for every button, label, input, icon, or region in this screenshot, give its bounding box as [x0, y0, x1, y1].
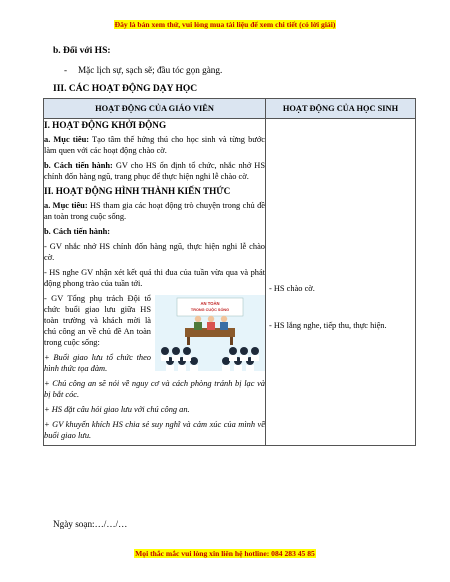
activity-safety-talk: - GV Tổng phụ trách Đội tổ chức buổi giao lưu giữa HS toàn trường và khách mời là chú công an về chủ đề An toàn trong cuộc sống: — [44, 294, 151, 347]
section-2-goal — [44, 200, 265, 222]
bullet-dash: - — [64, 65, 68, 75]
activity-item-format: + Buổi giao lưu tổ chức theo hình thức tọa đàm. — [44, 353, 151, 373]
activities-table — [43, 98, 416, 446]
activity-review-week: - HS nghe GV nhận xét kết quả thi đua của tuần vừa qua và phát động phong trào của tuần tới. — [44, 268, 265, 288]
goal-label: a. Mục tiêu: — [44, 201, 88, 210]
section-1-method — [44, 160, 265, 182]
image-caption-line-1: AN TOÀN — [200, 301, 220, 306]
section-1-title: I. HOẠT ĐỘNG KHỞI ĐỘNG — [44, 120, 167, 130]
student-response-salute: - HS chào cờ. — [269, 284, 315, 293]
safety-talk-illustration — [155, 295, 265, 371]
preview-banner-text: Đây là bản xem thử, vui lòng mua tài liệu để xem chi tiết (có lời giải) — [114, 20, 336, 29]
image-caption-line-2: TRONG CUỘC SỐNG — [190, 308, 230, 312]
teacher-activity-cell — [44, 119, 266, 446]
section-2-method-label: b. Cách tiến hành: — [44, 227, 111, 236]
table-row — [44, 119, 416, 446]
section-b-heading: b. Đối với HS: — [53, 46, 111, 56]
activity-item-police-talk: + Chú công an sẽ nói về nguy cơ và cách phòng tránh bị lạc và bị bắt cóc. — [44, 379, 265, 399]
hotline-banner-text: Mọi thắc mắc vui lòng xin liên hệ hotline: 084 283 45 85 — [135, 549, 315, 558]
classroom-scene-icon — [155, 295, 265, 371]
method-label: b. Cách tiến hành: — [44, 161, 113, 170]
table-header-row — [44, 99, 416, 119]
student-column-header: HOẠT ĐỘNG CỦA HỌC SINH — [266, 99, 416, 119]
activity-item-share: + GV khuyến khích HS chia sẻ suy nghĩ và cảm xúc của mình về buổi giao lưu. — [44, 420, 265, 440]
section-iii-heading: III. CÁC HOẠT ĐỘNG DẠY HỌC — [53, 84, 198, 94]
teacher-column-header: HOẠT ĐỘNG CỦA GIÁO VIÊN — [44, 99, 266, 119]
student-response-listen: - HS lắng nghe, tiếp thu, thực hiện. — [269, 321, 387, 330]
student-attire-bullet — [64, 65, 222, 75]
method-text: GV cho HS ổn định tổ chức, nhắc nhở HS chỉnh đốn hàng ngũ, trang phục để thực hiện nghi lễ chào cờ. — [44, 161, 265, 181]
preview-banner-top — [0, 20, 450, 29]
goal-label: a. Mục tiêu: — [44, 135, 90, 144]
student-activity-cell — [266, 119, 416, 446]
prepared-date-line: Ngày soạn:…/…/… — [53, 519, 128, 529]
section-2-title: II. HOẠT ĐỘNG HÌNH THÀNH KIẾN THỨC — [44, 186, 231, 196]
goal-text: Tạo tâm thế hứng thú cho học sinh và từng bước làm quen với các hoạt động chào cờ. — [44, 135, 265, 155]
activity-item-questions: + HS đặt câu hỏi giao lưu với chú công an. — [44, 405, 190, 414]
hotline-banner-bottom — [0, 549, 450, 558]
goal-text: HS tham gia các hoạt động trò chuyện trong chủ đề an toàn trong cuộc sống. — [44, 201, 265, 221]
section-1-goal — [44, 134, 265, 156]
bullet-text: Mặc lịch sự, sạch sẽ; đầu tóc gọn gàng. — [78, 65, 223, 75]
activity-flag-salute: - GV nhắc nhở HS chỉnh đốn hàng ngũ, thực hiện nghi lễ chào cờ. — [44, 242, 265, 262]
